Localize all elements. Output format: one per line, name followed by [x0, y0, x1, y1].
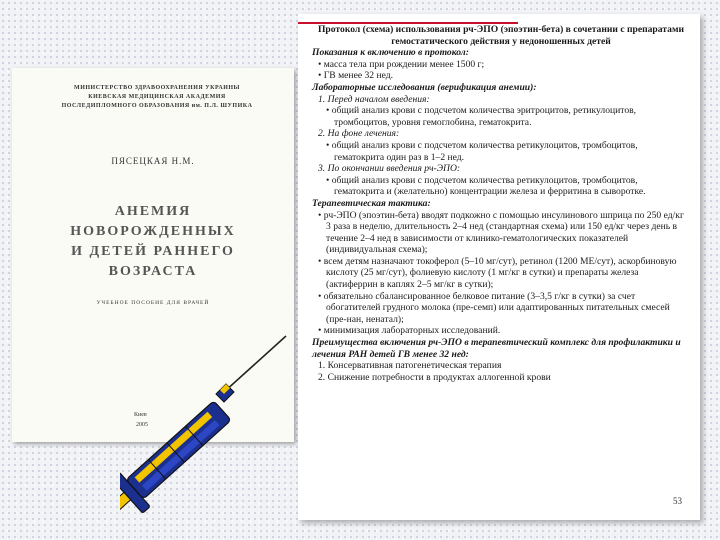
cover-ministry: МИНИСТЕРСТВО ЗДРАВООХРАНЕНИЯ УКРАИНЫ КИЕВСКАЯ МЕДИЦИНСКАЯ АКАДЕМИЯ ПОСЛЕДИПЛОМНОГО ОБРАЗОВАНИЯ им. П.Л. ШУПИКА	[61, 85, 253, 109]
subsection-heading: 1. Перед началом введения:	[318, 93, 430, 105]
cover-title: АНЕМИЯ НОВОРОЖДЕННЫХ И ДЕТЕЙ РАННЕГО ВОЗРАСТА	[70, 204, 236, 279]
syringe-icon	[120, 330, 300, 530]
section-heading: Терапевтическая тактика:	[312, 197, 431, 209]
list-item: • общий анализ крови с подсчетом количества ретикулоцитов, тромбоцитов, гематокрита один раз в 1–2 нед.	[326, 139, 638, 163]
cover-year: 2005	[136, 422, 148, 428]
section-heading: Показания к включению в протокол:	[312, 47, 469, 59]
list-item: 1. Консервативная патогенетическая терапия	[318, 360, 502, 372]
subsection-heading: 3. По окончании введения рч-ЭПО:	[318, 163, 461, 175]
protocol-body	[312, 47, 690, 383]
cover-subtitle: УЧЕБНОЕ ПОСОБИЕ ДЛЯ ВРАЧЕЙ	[96, 300, 210, 306]
protocol-page	[298, 14, 700, 520]
list-item: • общий анализ крови с подсчетом количества ретикулоцитов, тромбоцитов, гематокрита и (желательно) концентрации железа и ферритина в сыворотке.	[326, 174, 646, 198]
list-item: • обязательно сбалансированное белковое питание (3–3,5 г/кг в сутки) за счет обогатителей грудного молока (пре-семп) или адаптированных питательных смесей (пре-нан, ненатал);	[318, 290, 670, 325]
section-heading: Преимущества включения рч-ЭПО в терапевтический комплекс для профилактики и лечения РАН детей ГВ менее 32 нед:	[312, 337, 681, 360]
list-item: • масса тела при рождении менее 1500 г;	[318, 58, 485, 70]
list-item: • ГВ менее 32 нед.	[318, 70, 394, 82]
list-item: • рч-ЭПО (эпоэтин-бета) вводят подкожно с помощью инсулинового шприца по 250 ед/кг 3 раза в неделю, длительность 2–4 нед (стандартная схема) или 150 ед/кг через день в течение 2–4 нед в зависимости от клинико-гематологических показателей (индивидуальная схема);	[318, 209, 684, 256]
list-item: • общий анализ крови с подсчетом количества эритроцитов, ретикулоцитов, тромбоцитов, уровня гемоглобина, гематокрита.	[326, 105, 637, 128]
cover-author: ПЯСЕЦКАЯ Н.М.	[111, 156, 195, 166]
protocol-title: Протокол (схема) использования рч-ЭПО (эпоэтин-бета) в сочетании с препаратами гемостатического действия у недоношенных детей	[317, 24, 685, 47]
page-number: 53	[673, 496, 682, 506]
list-item: • всем детям назначают токоферол (5–10 мг/сут), ретинол (1200 МЕ/сут), аскорбиновую кислоту (25 мг/сут), фолиевую кислоту (1 мг/кг в сутки) и препараты железа (актиферрин в каплях 2–5 мг/кг в сутки);	[318, 255, 677, 291]
subsection-heading: 2. На фоне лечения:	[318, 128, 400, 140]
list-item: 2. Снижение потребности в продуктах аллогенной крови	[318, 371, 551, 383]
section-heading: Лабораторные исследования (верификация анемии):	[312, 81, 537, 93]
protocol-content	[312, 24, 690, 383]
list-item: • минимизация лабораторных исследований.	[318, 325, 501, 337]
cover-city: Киев	[134, 412, 147, 418]
